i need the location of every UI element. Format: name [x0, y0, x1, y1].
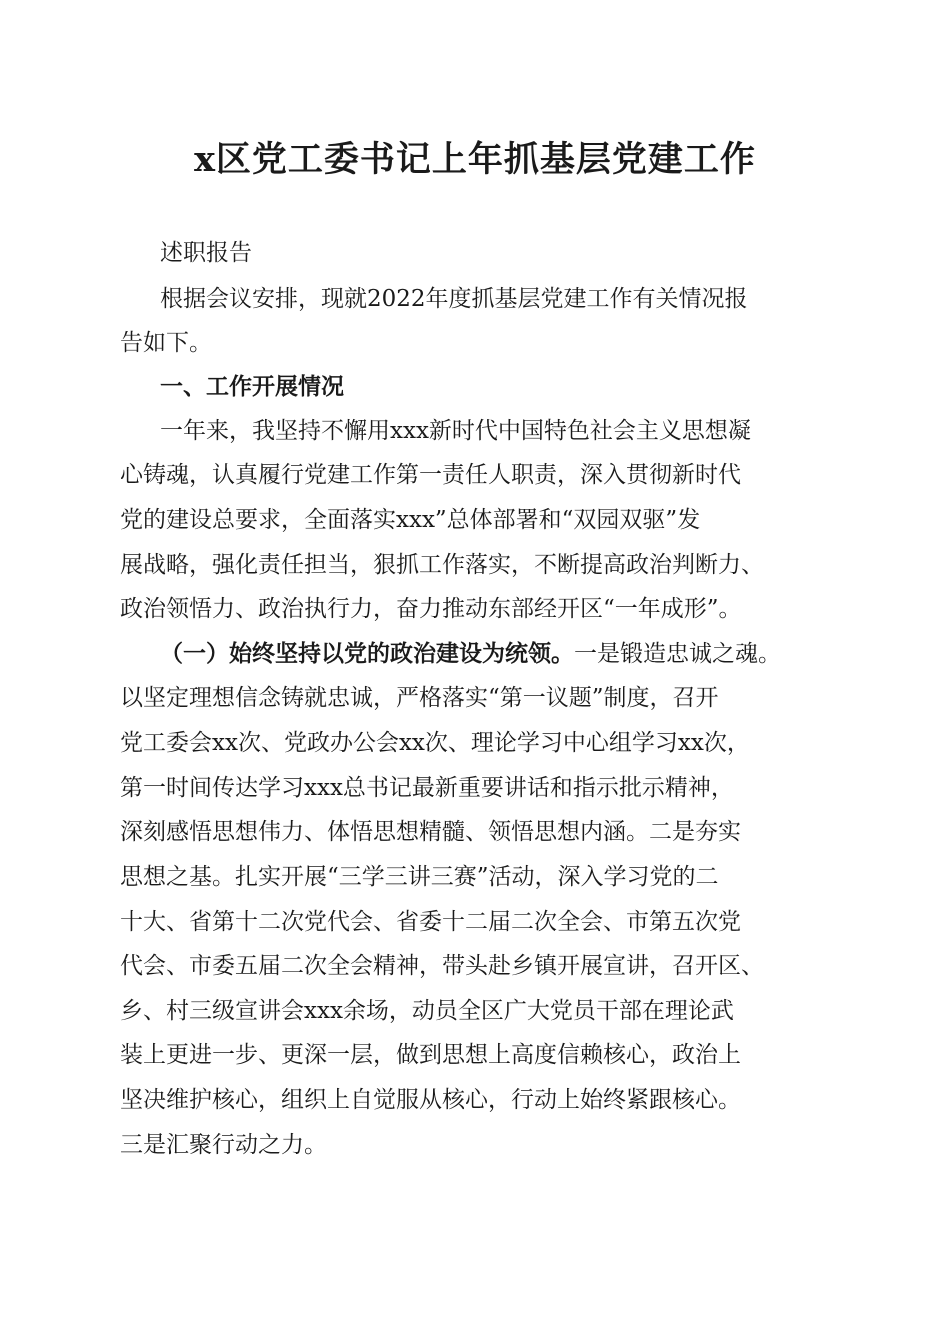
subsection-line: 乡、村三级宣讲会xxx余场，动员全区广大党员干部在理论武 — [120, 998, 734, 1024]
paragraph-line: 心铸魂，认真履行党建工作第一责任人职责，深入贯彻新时代 — [120, 462, 741, 488]
intro-line-2: 告如下。 — [120, 330, 212, 356]
subsection-line: 思想之基。扎实开展“三学三讲三赛”活动，深入学习党的二 — [120, 864, 719, 890]
subsection-line: 深刻感悟思想伟力、体悟思想精髓、领悟思想内涵。二是夯实 — [120, 819, 741, 845]
subsection-line: 第一时间传达学习xxx总书记最新重要讲话和指示批示精神， — [120, 775, 734, 801]
section-heading: 一、工作开展情况 — [160, 373, 344, 400]
paragraph-line: 政治领悟力、政治执行力，奋力推动东部经开区“一年成形”。 — [120, 596, 742, 622]
subsection-line: 坚决维护核心，组织上自觉服从核心，行动上始终紧跟核心。 — [120, 1087, 741, 1113]
subsection-heading: （一）始终坚持以党的政治建设为统领。 — [160, 640, 574, 667]
subsection-lead-line — [160, 639, 872, 669]
subsection-lead-text: 一是锻造忠诚之魂。 — [574, 641, 781, 667]
subsection-line: 三是汇聚行动之力。 — [120, 1132, 327, 1158]
document-title: x区党工委书记上年抓基层党建工作 — [194, 139, 756, 180]
subsection-line: 党工委会xx次、党政办公会xx次、理论学习中心组学习xx次， — [120, 730, 750, 756]
subsection-line: 装上更进一步、更深一层，做到思想上高度信赖核心，政治上 — [120, 1042, 741, 1068]
subsection-line: 代会、市委五届二次全会精神，带头赴乡镇开展宣讲，召开区、 — [120, 953, 764, 979]
subsection-line: 十大、省第十二次党代会、省委十二届二次全会、市第五次党 — [120, 909, 741, 935]
intro-line-1: 根据会议安排，现就2022年度抓基层党建工作有关情况报 — [160, 286, 748, 312]
document-subtitle: 述职报告 — [160, 240, 252, 266]
paragraph-line: 党的建设总要求，全面落实xxx”总体部署和“双园双驱”发 — [120, 507, 701, 533]
paragraph-line: 一年来，我坚持不懈用xxx新时代中国特色社会主义思想凝 — [160, 418, 751, 444]
paragraph-line: 展战略，强化责任担当，狠抓工作落实，不断提高政治判断力、 — [120, 552, 764, 578]
subsection-line: 以坚定理想信念铸就忠诚，严格落实“第一议题”制度，召开 — [120, 685, 719, 711]
